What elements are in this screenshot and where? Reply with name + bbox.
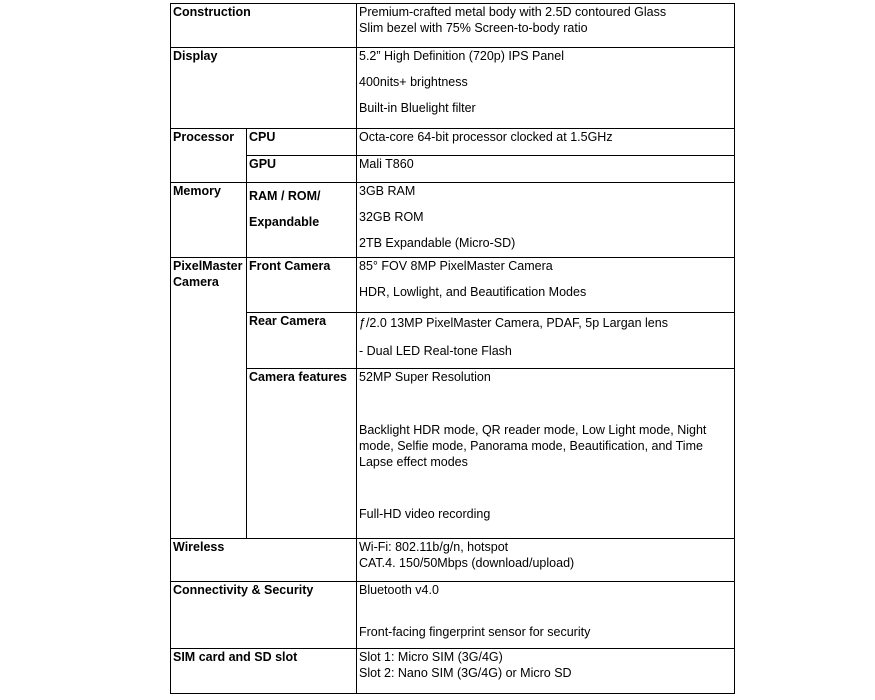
display-value bbox=[357, 48, 735, 129]
table-row bbox=[171, 4, 735, 48]
row-label-camera bbox=[171, 258, 247, 539]
value-line: ƒ/2.0 13MP PixelMaster Camera, PDAF, 5p Largan lens bbox=[359, 316, 668, 330]
row-label-construction: Construction bbox=[171, 4, 357, 48]
value-line: Slot 1: Micro SIM (3G/4G) bbox=[359, 650, 503, 664]
sim-value bbox=[357, 649, 735, 694]
sub-label-line: Expandable bbox=[249, 215, 320, 229]
table-row bbox=[171, 313, 735, 369]
camera-label-line: PixelMaster bbox=[173, 259, 243, 273]
row-label-memory: Memory bbox=[171, 183, 247, 258]
table-row bbox=[171, 156, 735, 183]
value-line: Front-facing fingerprint sensor for security bbox=[359, 625, 591, 639]
table-row bbox=[171, 582, 735, 649]
table-row bbox=[171, 129, 735, 156]
value-line: Full-HD video recording bbox=[359, 507, 491, 521]
table-row bbox=[171, 183, 735, 258]
table-row bbox=[171, 649, 735, 694]
sub-label-camera-features: Camera features bbox=[247, 369, 357, 539]
construction-value bbox=[357, 4, 735, 48]
row-label-sim: SIM card and SD slot bbox=[171, 649, 357, 694]
table-row bbox=[171, 369, 735, 539]
gpu-value: Mali T860 bbox=[357, 156, 735, 183]
value-line: 400nits+ brightness bbox=[359, 75, 468, 89]
value-line: 52MP Super Resolution bbox=[359, 370, 491, 384]
wireless-value bbox=[357, 539, 735, 582]
front-camera-value bbox=[357, 258, 735, 313]
sub-label-ram-rom bbox=[247, 183, 357, 258]
table-row bbox=[171, 258, 735, 313]
sub-label-gpu: GPU bbox=[247, 156, 357, 183]
row-label-processor: Processor bbox=[171, 129, 247, 183]
value-line: Slim bezel with 75% Screen-to-body ratio bbox=[359, 21, 588, 35]
sub-label-cpu: CPU bbox=[247, 129, 357, 156]
row-label-wireless: Wireless bbox=[171, 539, 357, 582]
value-line: 2TB Expandable (Micro-SD) bbox=[359, 236, 516, 250]
value-line: CAT.4. 150/50Mbps (download/upload) bbox=[359, 556, 575, 570]
table-row bbox=[171, 539, 735, 582]
value-line: Backlight HDR mode, QR reader mode, Low Light mode, Night mode, Selfie mode, Panorama mode, Beautification, and Time Lapse effect modes bbox=[359, 423, 707, 469]
memory-value bbox=[357, 183, 735, 258]
value-line: 3GB RAM bbox=[359, 184, 416, 198]
sub-label-line: RAM / ROM/ bbox=[249, 189, 321, 203]
value-line: 32GB ROM bbox=[359, 210, 424, 224]
sub-label-rear-camera: Rear Camera bbox=[247, 313, 357, 369]
value-line: - Dual LED Real-tone Flash bbox=[359, 344, 512, 358]
connectivity-value bbox=[357, 582, 735, 649]
row-label-display: Display bbox=[171, 48, 357, 129]
value-line: Premium-crafted metal body with 2.5D contoured Glass bbox=[359, 5, 667, 19]
value-line: Slot 2: Nano SIM (3G/4G) or Micro SD bbox=[359, 666, 572, 680]
camera-label-line: Camera bbox=[173, 275, 219, 289]
camera-features-value bbox=[357, 369, 735, 539]
value-line: 5.2” High Definition (720p) IPS Panel bbox=[359, 49, 564, 63]
rear-camera-value bbox=[357, 313, 735, 369]
value-line: Built-in Bluelight filter bbox=[359, 101, 476, 115]
spec-table bbox=[170, 3, 735, 694]
sub-label-front-camera: Front Camera bbox=[247, 258, 357, 313]
value-line: 85° FOV 8MP PixelMaster Camera bbox=[359, 259, 553, 273]
value-line: Wi-Fi: 802.11b/g/n, hotspot bbox=[359, 540, 509, 554]
cpu-value: Octa-core 64-bit processor clocked at 1.5GHz bbox=[357, 129, 735, 156]
table-row bbox=[171, 48, 735, 129]
value-line: Bluetooth v4.0 bbox=[359, 583, 439, 597]
row-label-connectivity: Connectivity & Security bbox=[171, 582, 357, 649]
value-line: HDR, Lowlight, and Beautification Modes bbox=[359, 285, 587, 299]
